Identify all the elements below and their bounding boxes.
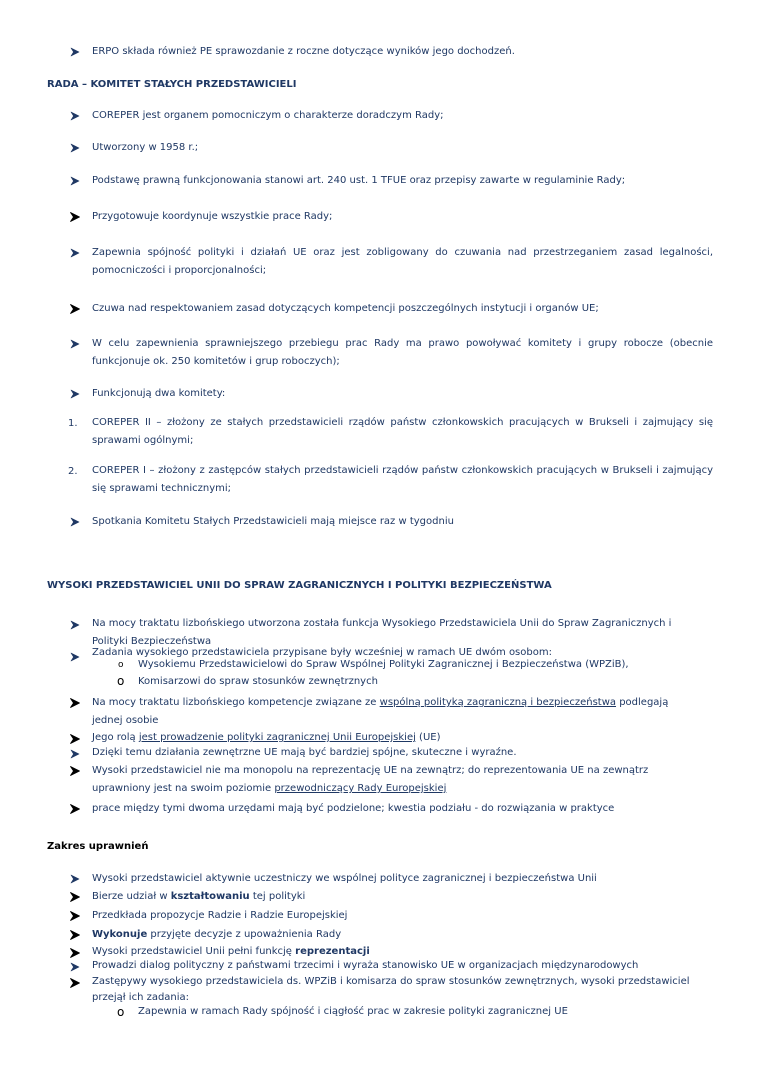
arrowhead-bullet-icon — [70, 962, 80, 972]
arrowhead-bullet-icon — [70, 111, 80, 121]
rada-item: Zapewnia spójność polityki i działań UE oraz jest zobligowany do czuwania nad przestrzeganiem zasad legalności, pomocniczości i proporcjonalności; — [92, 247, 713, 276]
wysoki-item: Dzięki temu działania zewnętrzne UE mają być bardziej spójne, skuteczne i wyraźne. — [92, 747, 517, 758]
bold-text: reprezentacji — [295, 946, 370, 957]
zakres-item — [92, 926, 712, 944]
wysoki-item — [92, 730, 702, 745]
arrowhead-bullet-icon — [70, 143, 80, 153]
arrowhead-bullet-icon — [70, 930, 80, 940]
arrowhead-bullet-icon — [70, 176, 80, 186]
wysoki-item: Zadania wysokiego przedstawiciela przypisane były wcześniej w ramach UE dwóm osobom: — [92, 647, 552, 658]
text: podlegają jednej osobie — [92, 697, 669, 726]
arrowhead-bullet-icon — [70, 911, 80, 921]
zakres-item: Zastępywy wysokiego przedstawiciela ds. WPZiB i komisarza do spraw stosunków zewnętrznych, wysoki przedstawiciel przejął ich zadania: — [92, 976, 690, 1003]
text: (UE) — [415, 732, 441, 743]
wysoki-item: Na mocy traktatu lizbońskiego utworzona została funkcja Wysokiego Przedstawiciela Unii do Spraw Zagranicznych i Polityki Bezpieczeństwa — [92, 618, 672, 647]
arrowhead-bullet-icon — [70, 978, 80, 988]
arrowhead-bullet-icon — [70, 734, 80, 744]
list-number: 2. — [68, 466, 78, 477]
text: Wysoki przedstawiciel nie ma monopolu na reprezentację UE na zewnątrz; do reprezentowania UE na zewnątrz uprawniony jest na swoim poziomie — [92, 765, 649, 794]
section-heading-zakres: Zakres uprawnień — [47, 841, 149, 852]
arrowhead-bullet-icon — [70, 304, 80, 314]
rada-item: COREPER jest organem pomocniczym o charakterze doradczym Rady; — [92, 110, 444, 121]
arrowhead-bullet-icon — [70, 749, 80, 759]
zakres-subitem: Zapewnia w ramach Rady spójność i ciągłość prac w zakresie polityki zagranicznej UE — [138, 1006, 568, 1017]
section-heading-wysoki: WYSOKI PRZEDSTAWICIEL UNII DO SPRAW ZAGRANICZNYCH I POLITYKI BEZPIECZEŃSTWA — [47, 580, 552, 591]
zakres-item: Wysoki przedstawiciel aktywnie uczestniczy we wspólnej polityce zagranicznej i bezpieczeństwa Unii — [92, 873, 597, 884]
rada-item: Przygotowuje koordynuje wszystkie prace Rady; — [92, 211, 333, 222]
arrowhead-bullet-icon — [70, 47, 80, 57]
arrowhead-bullet-icon — [70, 212, 80, 222]
text: Jego rolą — [92, 732, 139, 743]
rada-item: Funkcjonują dwa komitety: — [92, 388, 226, 399]
text: Wysoki przedstawiciel Unii pełni funkcję — [92, 946, 296, 957]
rada-item: Podstawę prawną funkcjonowania stanowi art. 240 ust. 1 TFUE oraz przepisy zawarte w regulaminie Rady; — [92, 175, 626, 186]
wysoki-item — [92, 694, 702, 729]
circle-bullet-icon: o — [117, 674, 125, 688]
numbered-item: COREPER I – złożony z zastępców stałych przedstawicieli rządów państw członkowskich pracujących w Brukseli i zajmujący się sprawami technicznymi; — [92, 465, 713, 494]
arrowhead-bullet-icon — [70, 698, 80, 708]
section-heading-rada: RADA – KOMITET STAŁYCH PRZEDSTAWICIELI — [47, 79, 297, 90]
arrowhead-bullet-icon — [70, 517, 80, 527]
arrowhead-bullet-icon — [70, 766, 80, 776]
bold-text: Wykonuje — [92, 929, 148, 940]
rada-item: Czuwa nad respektowaniem zasad dotyczących kompetencji poszczególnych instytucji i organów UE; — [92, 303, 599, 314]
link-polityka-zagraniczna[interactable]: jest prowadzenie polityki zagranicznej Unii Europejskiej — [138, 732, 416, 743]
link-przewodniczacy[interactable]: przewodniczący Rady Europejskiej — [274, 783, 447, 794]
wysoki-item — [92, 762, 692, 798]
circle-bullet-icon: o — [117, 1005, 125, 1019]
rada-item: W celu zapewnienia sprawniejszego przebiegu prac Rady ma prawo powoływać komitety i grupy robocze (obecnie funkcjonuje ok. 250 komitetów i grup roboczych); — [92, 338, 713, 367]
arrowhead-bullet-icon — [70, 248, 80, 258]
zakres-item: Przedkłada propozycje Radzie i Radzie Europejskiej — [92, 910, 348, 921]
text: przyjęte decyzje z upoważnienia Rady — [147, 929, 342, 940]
arrowhead-bullet-icon — [70, 620, 80, 630]
wysoki-subitem: Komisarzowi do spraw stosunków zewnętrznych — [138, 676, 378, 687]
text: Bierze udział w — [92, 891, 171, 902]
arrowhead-bullet-icon — [70, 652, 80, 662]
wysoki-subitem: Wysokiemu Przedstawicielowi do Spraw Wspólnej Polityki Zagranicznej i Bezpieczeństwa (WPZiB), — [138, 659, 629, 670]
zakres-item: Prowadzi dialog polityczny z państwami trzecimi i wyraża stanowisko UE w organizacjach międzynarodowych — [92, 960, 639, 971]
bold-text: kształtowaniu — [170, 891, 250, 902]
arrowhead-bullet-icon — [70, 892, 80, 902]
numbered-item: COREPER II – złożony ze stałych przedstawicieli rządów państw członkowskich pracujących w Brukseli i zajmujący się sprawami ogólnymi; — [92, 417, 713, 446]
text: tej polityki — [249, 891, 306, 902]
rada-item: Spotkania Komitetu Stałych Przedstawicieli mają miejsce raz w tygodniu — [92, 516, 454, 527]
zakres-item — [92, 888, 712, 906]
arrowhead-bullet-icon — [70, 948, 80, 958]
erpo-text: ERPO składa również PE sprawozdanie z roczne dotyczące wyników jego dochodzeń. — [92, 46, 515, 57]
circle-bullet-icon: o — [118, 660, 124, 670]
link-wpzib[interactable]: wspólną polityką zagraniczną i bezpieczeństwa — [379, 697, 617, 708]
list-number: 1. — [68, 418, 78, 429]
arrowhead-bullet-icon — [70, 389, 80, 399]
text: Na mocy traktatu lizbońskiego kompetencje związane ze — [92, 697, 380, 708]
arrowhead-bullet-icon — [70, 339, 80, 349]
wysoki-item: prace między tymi dwoma urzędami mają być podzielone; kwestia podziału - do rozwiązania w praktyce — [92, 803, 615, 814]
rada-item: Utworzony w 1958 r.; — [92, 142, 199, 153]
arrowhead-bullet-icon — [70, 804, 80, 814]
arrowhead-bullet-icon — [70, 874, 80, 884]
